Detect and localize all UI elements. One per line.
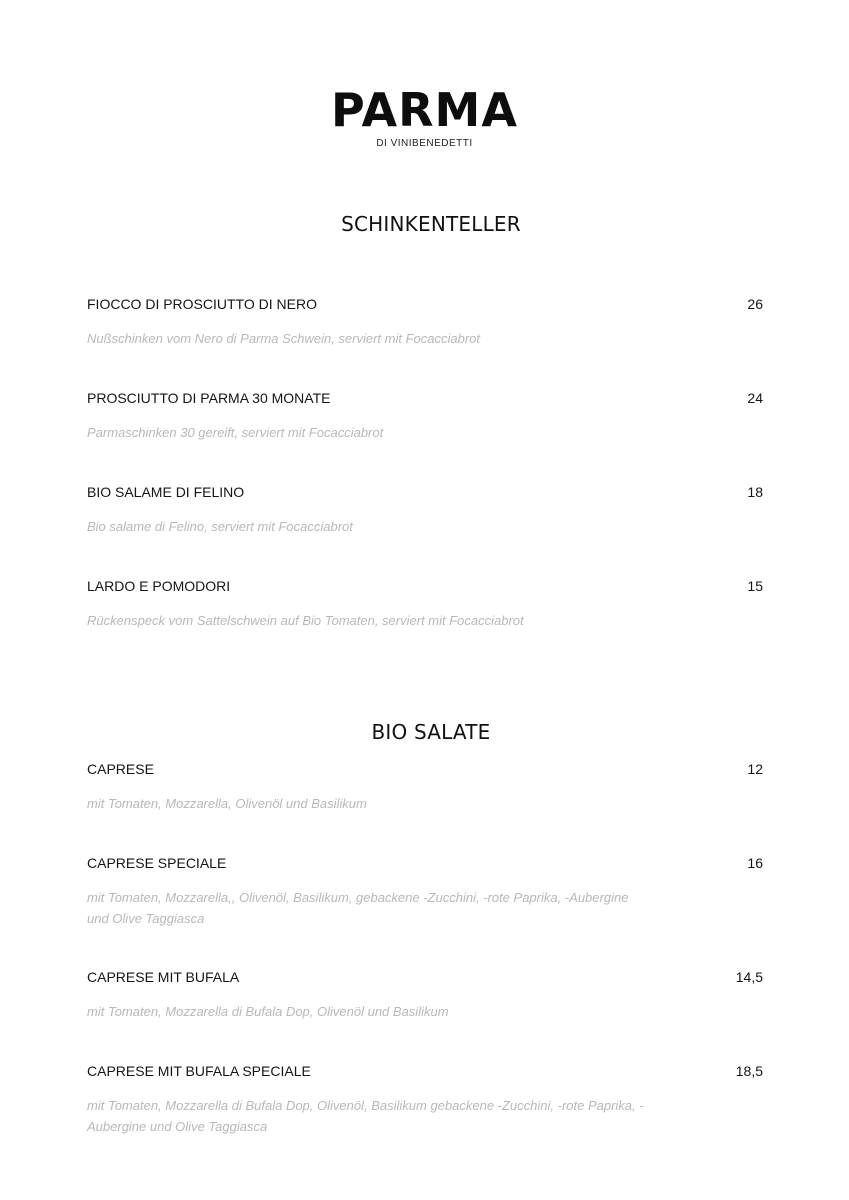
item-name: CAPRESE MIT BUFALA SPECIALE xyxy=(87,1063,311,1079)
item-name: LARDO E POMODORI xyxy=(87,578,231,594)
menu-item xyxy=(87,295,763,349)
menu-item xyxy=(87,760,763,814)
item-name: PROSCIUTTO DI PARMA 30 MONATE xyxy=(87,390,331,406)
item-name: BIO SALAME DI FELINO xyxy=(87,484,245,500)
item-name: CAPRESE MIT BUFALA xyxy=(87,969,240,985)
section-title-schinkenteller: SCHINKENTELLER xyxy=(341,212,521,236)
menu-item xyxy=(87,577,763,631)
menu-item xyxy=(87,483,763,537)
menu-item xyxy=(87,389,763,443)
item-description: mit Tomaten, Mozzarella di Bufala Dop, Olivenöl und Basilikum xyxy=(87,1004,449,1019)
item-description: Nußschinken vom Nero di Parma Schwein, serviert mit Focacciabrot xyxy=(87,331,481,346)
logo-subtitle: DI VINIBENEDETTI xyxy=(376,138,473,149)
item-price: 12 xyxy=(747,761,763,777)
item-name: CAPRESE xyxy=(87,761,154,777)
item-price: 18,5 xyxy=(735,1063,763,1079)
item-description: Rückenspeck vom Sattelschwein auf Bio Tomaten, serviert mit Focacciabrot xyxy=(87,613,524,628)
menu-item xyxy=(87,1062,763,1137)
item-price: 16 xyxy=(747,855,763,871)
item-description: mit Tomaten, Mozzarella, Olivenöl und Basilikum xyxy=(87,796,367,811)
item-price: 15 xyxy=(747,578,763,594)
item-name: FIOCCO DI PROSCIUTTO DI NERO xyxy=(87,296,317,312)
item-price: 24 xyxy=(747,390,763,406)
menu-item xyxy=(87,854,763,929)
item-description: mit Tomaten, Mozzarella di Bufala Dop, Olivenöl, Basilikum gebackene -Zucchini, -rote Paprika, -Aubergine und Olive Taggiasca xyxy=(87,1098,644,1134)
item-price: 18 xyxy=(747,484,763,500)
logo-title: PARMA xyxy=(331,83,518,137)
section-title-bio-salate: BIO SALATE xyxy=(371,720,491,744)
restaurant-logo xyxy=(0,84,849,149)
item-price: 14,5 xyxy=(735,969,763,985)
item-name: CAPRESE SPECIALE xyxy=(87,855,227,871)
menu-item xyxy=(87,968,763,1022)
item-description: mit Tomaten, Mozzarella,, Olivenöl, Basilikum, gebackene -Zucchini, -rote Paprika, -Aubergine und Olive Taggiasca xyxy=(87,890,629,926)
item-description: Bio salame di Felino, serviert mit Focacciabrot xyxy=(87,519,353,534)
item-price: 26 xyxy=(747,296,763,312)
item-description: Parmaschinken 30 gereift, serviert mit Focacciabrot xyxy=(87,425,384,440)
